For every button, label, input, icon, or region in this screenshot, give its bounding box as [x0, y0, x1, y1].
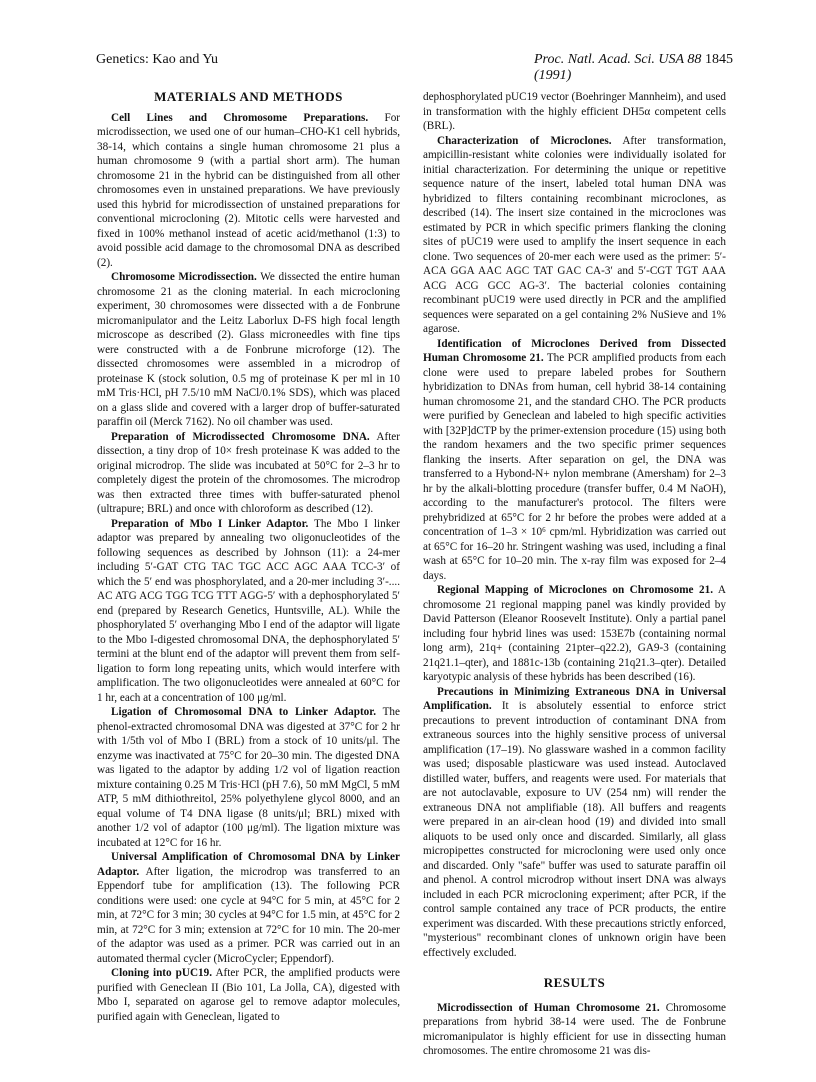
run-in-title: Cell Lines and Chromosome Preparations.: [111, 111, 369, 124]
paragraph-body: After PCR, the amplified products were purified with Geneclean II (Bio 101, La Jolla, CA), digested with Mbo I, separated on agarose gel to remove adaptor molecules, purified again with Geneclean, ligated to: [97, 967, 400, 1023]
paragraph-body: For microdissection, we used one of our human–CHO-K1 cell hybrids, 38-14, which contains a single human chromosome 21 plus a human chromosome 9 (with a partial short arm). The human chromosome 21 in the hybrid can be distinguished from all other chromosomes even in unstained preparations. We have previously used this hybrid for microdissection of unstained preparations for conventional microcloning (2). Mitotic cells were harvested and fixed in 100% methanol instead of acetic acid/methanol (1:3) to avoid possible acid damage to the chromosomal DNA as described (2).: [97, 111, 401, 269]
paragraph-cloning: [97, 966, 400, 1024]
run-in-title: Precautions in Minimizing Extraneous DNA in Universal Amplification.: [423, 685, 726, 712]
run-in-title: Ligation of Chromosomal DNA to Linker Adaptor.: [111, 706, 377, 718]
header-journal: Proc. Natl. Acad. Sci. USA 88 (1991): [534, 52, 702, 83]
paragraph-body: We dissected the entire human chromosome 21 as the cloning material. In each microcloning experiment, 30 chromosomes were dissected with a de Fonbrune micromanipulator and the Leitz Laborlux D-FS high focal length microscope as described (2). Glass microneedles with fine tips were constructed with a de Fonbrune microforge (12). The dissected chromosomes were assembled in a microdrop of proteinase K (stock solution, 0.5 mg of proteinase K per ml in 10 mM Tris·HCl, pH 7.5/10 mM NaCl/0.1% SDS), which was placed on a glass slide and covered with a larger drop of buffer-saturated paraffin oil (Merck 7162). No oil chamber was used.: [97, 271, 400, 428]
run-in-title: Chromosome Microdissection.: [111, 271, 257, 283]
paragraph-characterization: [423, 134, 726, 337]
paragraph-body: The Mbo I linker adaptor was prepared by annealing two oligonucleotides of the following sequences as described by Johnson (11): a 24-mer including 5′-GAT CTG TAC TGC ACC AGC AAA TCC-3′ of which the 5′ end was phosphorylated, and a 20-mer including 3′-.... AC ATG ACG TGG TCG TTT AGG-5′ with a dephosphorylated 5′ end (prepared by Research Genetics, Huntsville, AL). While the phosphorylated 5′ overhanging Mbo I end of the adaptor will ligate to the Mbo I-digested chromosomal DNA, the dephosphorylated 5′ termini at the blunt end of the adaptor will prevent them from self-ligation to form long repeating units, which would interfere with amplification. The two oligonucleotides were annealed at 60°C for 1 hr, each at a concentration of 100 μg/ml.: [97, 517, 400, 704]
paragraph-body: Chromosome preparations from hybrid 38-14 were used. The de Fonbrune micromanipulator is highly efficient for use in dissecting human chromosomes. The entire chromosome 21 was dis-: [423, 1001, 726, 1057]
paragraph-ligation: [97, 705, 400, 850]
paragraph-amplification: [97, 850, 400, 966]
run-in-title: Characterization of Microclones.: [437, 134, 612, 147]
paragraph-body: The PCR amplified products from each clone were used to prepare labeled probes for Southern hybridization to DNAs from human, cell hybrid 38-14 containing human chromosome 21, and the standard CHO. The PCR products were purified by Geneclean and labeled to high specific activities with [32P]dCTP by the primer-extension procedure (15) using both the random hexamers and the two specific primer sequences flanking the inserts. After separation on gel, the DNA was transferred to a Hybond-N+ nylon membrane (Amersham) for 2–3 hr by the alkali-blotting procedure (transfer buffer, 0.4 M NaOH), according to the manufacturer's protocol. The filters were prehybridized at 65°C for 2 hr before the probes were added at a concentration of 1–3 × 10⁶ cpm/ml. Hybridization was carried out at 65°C for 16–20 hr. Stringent washing was used, including a final wash at 65°C for 10–20 min. The x-ray film was exposed for 2–4 days.: [423, 352, 726, 582]
paragraph-identification: [423, 337, 726, 584]
paragraph-body: After ligation, the microdrop was transferred to an Eppendorf tube for amplification (13). The following PCR conditions were used: one cycle at 94°C for 5 min, at 45°C for 2 min, at 72°C for 3 min; 30 cycles at 94°C for 1.5 min, at 45°C for 2 min, at 72°C for 3 min; extension at 72°C for 10 min. The 20-mer of the adaptor was used as a primer. PCR was carried out in an automated thermal cycler (MicroCycler; Eppendorf).: [97, 865, 400, 965]
left-column: [97, 90, 400, 1024]
run-in-title: Microdissection of Human Chromosome 21.: [437, 1001, 660, 1014]
run-in-title: Preparation of Mbo I Linker Adaptor.: [111, 517, 309, 530]
running-header: [96, 52, 733, 83]
run-in-title: Universal Amplification of Chromosomal DNA by Linker Adaptor.: [97, 851, 400, 878]
section-title-methods: MATERIALS AND METHODS: [154, 89, 343, 104]
paragraph-microdissection: [97, 270, 400, 430]
paragraph-precautions: [423, 685, 726, 961]
paragraph-body: The phenol-extracted chromosomal DNA was digested at 37°C for 2 hr with 1/5th vol of Mbo I (BRL) from a stock of 10 units/μl. The enzyme was inactivated at 75°C for 20–30 min. The digested DNA was ligated to the adaptor by adding 1/2 vol of ligation reaction mixture containing 0.25 M Tris·HCl (pH 7.6), 50 mM MgCl, 5 mM ATP, 5 mM dithiothreitol, 25% polyethylene glycol 8000, and an equal volume of T4 DNA ligase (8 units/μl; BRL) mixed with another 1/2 vol of adaptor (100 μg/ml). The ligation mixture was incubated at 12°C for 16 hr.: [97, 706, 401, 849]
paragraph-body: After transformation, ampicillin-resistant white colonies were individually isolated for initial characterization. For determining the unique or repetitive sequence nature of the insert, labeled total human DNA was hybridized to filters containing recombinant microclones, as described (14). The insert size contained in the microclones was estimated by PCR in which specific primers flanking the cloning sites of pUC19 were used to amplify the insert sequence in each clone. Two sequences of 20-mer each were used as the primer: 5′-ACA GGA AAC AGC TAT GAC CA-3′ and 5′-CGT TGT AAA ACG ACG GCC AG-3′. The bacterial colonies containing recombinant pUC19 were used directly in PCR and the amplified sequences were separated on a gel containing 2% NuSieve and 1% agarose.: [423, 134, 726, 335]
header-authors: Genetics: Kao and Yu: [96, 52, 218, 67]
paragraph-body: A chromosome 21 regional mapping panel was kindly provided by David Patterson (Eleanor Roosevelt Institute). Only a partial panel including four hybrid lines was used: 153E7b (containing normal long arm), 21q+ (containing 21pter–q22.2), GA9-3 (containing 21q21.1–qter), and 1881c-13b (containing 21q21.3–qter). Detailed karyotypic analysis of these hybrids has been described (16).: [423, 584, 726, 683]
paragraph-regional-mapping: [423, 583, 726, 685]
section-title-results: RESULTS: [543, 975, 606, 990]
paragraph-dna-preparation: [97, 430, 400, 517]
run-in-title: Regional Mapping of Microclones on Chromosome 21.: [437, 584, 713, 596]
paragraph-cell-lines: [97, 111, 400, 271]
run-in-title: Preparation of Microdissected Chromosome DNA.: [111, 430, 370, 443]
page-number: 1845: [705, 52, 733, 67]
run-in-title: Identification of Microclones Derived from Dissected Human Chromosome 21.: [423, 337, 726, 364]
paragraph-results-microdissection: [423, 1001, 726, 1059]
paragraph-body: After dissection, a tiny drop of 10× fresh proteinase K was added to the original microdrop. The slide was incubated at 50°C for 2–3 hr to completely digest the protein of the chromosomes. The microdrop was then extracted three times with buffer-saturated phenol (ultrapure; BRL) and once with chloroform as described (12).: [97, 430, 400, 515]
paragraph-body: It is absolutely essential to enforce strict precautions to prevent introduction of contaminant DNA from extraneous sources into the highly sensitive process of universal amplification (17–19). No glassware washed in a common facility was used; disposable plasticware was used instead. Autoclaved distilled water, buffers, and reagents were used. For materials that are not autoclavable, exposure to UV (254 nm) will render the extraneous DNA not amplifiable (18). All buffers and reagents were prepared in an air-clean hood (19) and divided into small aliquots to be used only once and discarded. Similarly, all glass micropipettes constructed for microcloning were used only once and discarded. Only "safe" buffer was used to saturate paraffin oil and phenol. A control microdrop without insert DNA was always included in each PCR microcloning experiment; after PCR, if the control sample contained any trace of PCR products, the entire experiment was discarded. With these precautions strictly enforced, "mysterious" recombinant clones of unknown origin have been effectively excluded.: [423, 700, 727, 959]
paragraph-continuation: dephosphorylated pUC19 vector (Boehringer Mannheim), and used in transformation with the highly efficient DH5α competent cells (BRL).: [423, 91, 726, 132]
run-in-title: Cloning into pUC19.: [111, 967, 213, 979]
paragraph-linker-adaptor: [97, 517, 400, 706]
right-column: [423, 90, 726, 1059]
